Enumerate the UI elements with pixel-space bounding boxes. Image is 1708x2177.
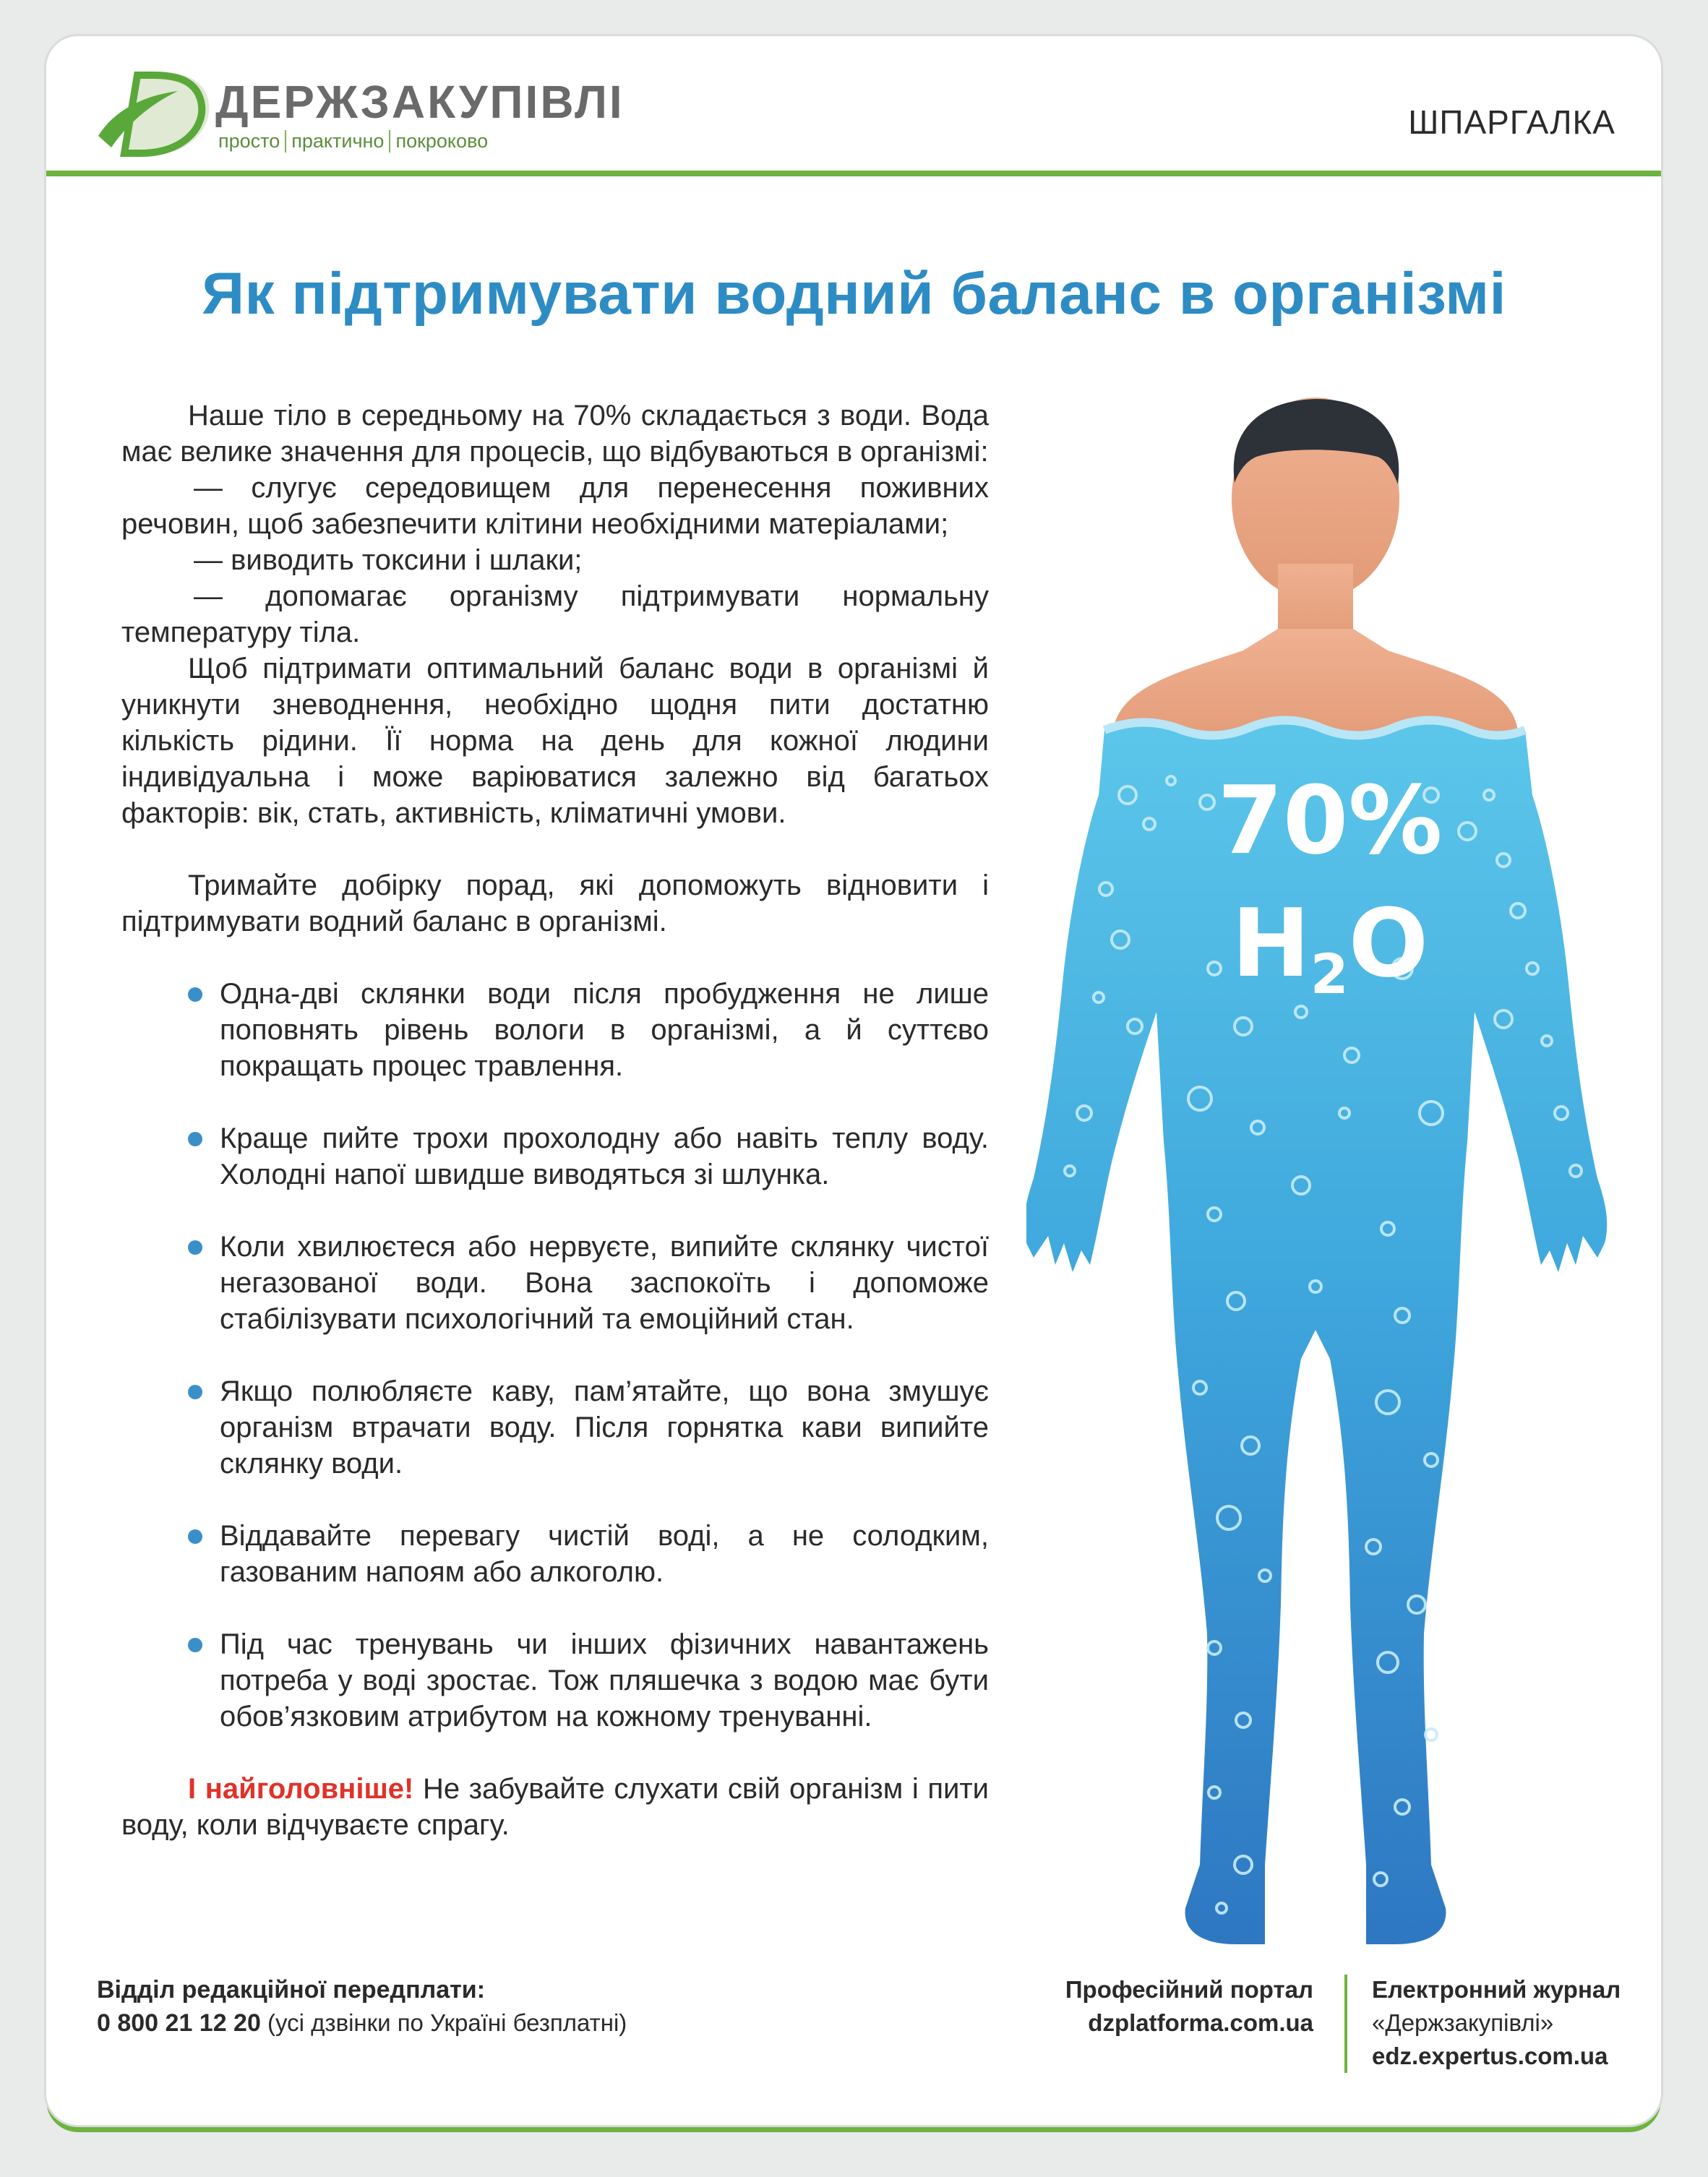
tip-text: Краще пийте трохи прохолодну або навіть теплу воду. Холодні напої швидше виводяться зі шлунка. <box>220 1122 989 1190</box>
intro-list-item: — допомагає організму підтримувати нормальну температуру тіла. <box>121 580 989 648</box>
portal-label: Професійний портал <box>1065 1976 1313 2003</box>
intro-list-item: — слугує середовищем для перенесення поживних речовин, щоб забезпечити клітини необхідними матеріалами; <box>121 472 989 540</box>
footer-portal <box>1065 1973 1313 2040</box>
intro-paragraph: Щоб підтримати оптимальний баланс води в організмі й уникнути зневоднення, необхідно щодня пити достатню кількість рідини. Її норма на день для кожної людини індивідуальна і може варіюватися залежно від багатьох факторів: вік, стать, активність, кліматичні умови. <box>121 653 989 829</box>
water-percent: 70% <box>1217 765 1443 875</box>
footer-divider <box>1344 1975 1347 2073</box>
subscription-note: (усі дзвінки по Україні безплатні) <box>260 2009 627 2036</box>
closing-paragraph <box>121 1771 989 1843</box>
tip-text: Віддавайте перевагу чистій воді, а не солодким, газованим напоям або алкоголю. <box>220 1520 989 1588</box>
intro-list-item: — виводить токсини і шлаки; <box>194 544 583 576</box>
bullet-icon <box>188 987 202 1002</box>
tagline-word: покроково <box>389 130 493 153</box>
brand-tagline <box>218 130 493 153</box>
tip-item <box>121 1626 989 1735</box>
tip-item <box>121 1120 989 1193</box>
portal-link[interactable]: dzplatforma.com.ua <box>1088 2009 1313 2036</box>
header-divider <box>46 171 1661 176</box>
tip-text: Якщо полюбляєте каву, пам’ятайте, що вона змушує організм втрачати воду. Після горнятка кави випийте склянку води. <box>220 1375 989 1480</box>
tagline-word: просто <box>218 130 280 152</box>
tagline-word: практично <box>285 130 389 153</box>
page-title: Як підтримувати водний баланс в організмі <box>202 261 1506 327</box>
tip-item <box>121 1518 989 1590</box>
brand-name: ДЕРЖЗАКУПІВЛІ <box>215 76 625 128</box>
tip-item <box>121 1229 989 1337</box>
figure-skin <box>1106 398 1525 752</box>
human-water-figure <box>1026 390 1612 1959</box>
tip-text: Одна-дві склянки води після пробудження не лише поповнять рівень вологи в організмі, а й суттєво покращать процес травлення. <box>220 978 989 1082</box>
tip-text: Під час тренувань чи інших фізичних навантажень потреба у воді зростає. Тож пляшечка з водою має бути обов’язковим атрибутом на кожному тренуванні. <box>220 1628 989 1732</box>
brand-logo[interactable] <box>93 66 625 160</box>
section-tag: ШПАРГАЛКА <box>1408 103 1615 141</box>
tip-item <box>121 1373 989 1482</box>
tips-list <box>121 976 989 1735</box>
journal-label: Електронний журнал <box>1372 1976 1621 2003</box>
article-body <box>121 398 989 1843</box>
bullet-icon <box>188 1240 202 1255</box>
closing-accent: І найголовніше! <box>188 1773 414 1805</box>
journal-name: «Держзакупівлі» <box>1372 2009 1554 2036</box>
logo-d-icon <box>93 66 215 160</box>
subscription-label: Відділ редакційної передплати: <box>97 1976 486 2004</box>
subscription-phone[interactable]: 0 800 21 12 20 <box>97 2009 261 2037</box>
formula-o: O <box>1348 888 1429 998</box>
subscription-phone-line <box>97 2006 627 2040</box>
tip-item <box>121 976 989 1084</box>
footer-journal <box>1372 1973 1621 2073</box>
tips-lead: Тримайте добірку порад, які допоможуть відновити і підтримувати водний баланс в організмі. <box>121 869 989 937</box>
tip-text: Коли хвилюєтеся або нервуєте, випийте склянку чистої негазованої води. Вона заспокоїть і допоможе стабілізувати психологічний та емоційний стан. <box>220 1231 989 1335</box>
closing-text: Не забувайте слухати свій організм і пити воду, коли відчуваєте спрагу. <box>121 1773 989 1841</box>
bullet-icon <box>188 1638 202 1652</box>
formula-subscript: 2 <box>1310 942 1349 1006</box>
footer-subscription <box>97 1973 627 2040</box>
intro-paragraph: Наше тіло в середньому на 70% складається з води. Вода має велике значення для процесів, що відбуваються в організмі: <box>121 400 989 468</box>
formula-h: H <box>1231 888 1310 998</box>
journal-link[interactable]: edz.expertus.com.ua <box>1372 2043 1608 2069</box>
bullet-icon <box>188 1529 202 1544</box>
bullet-icon <box>188 1132 202 1146</box>
bullet-icon <box>188 1385 202 1399</box>
